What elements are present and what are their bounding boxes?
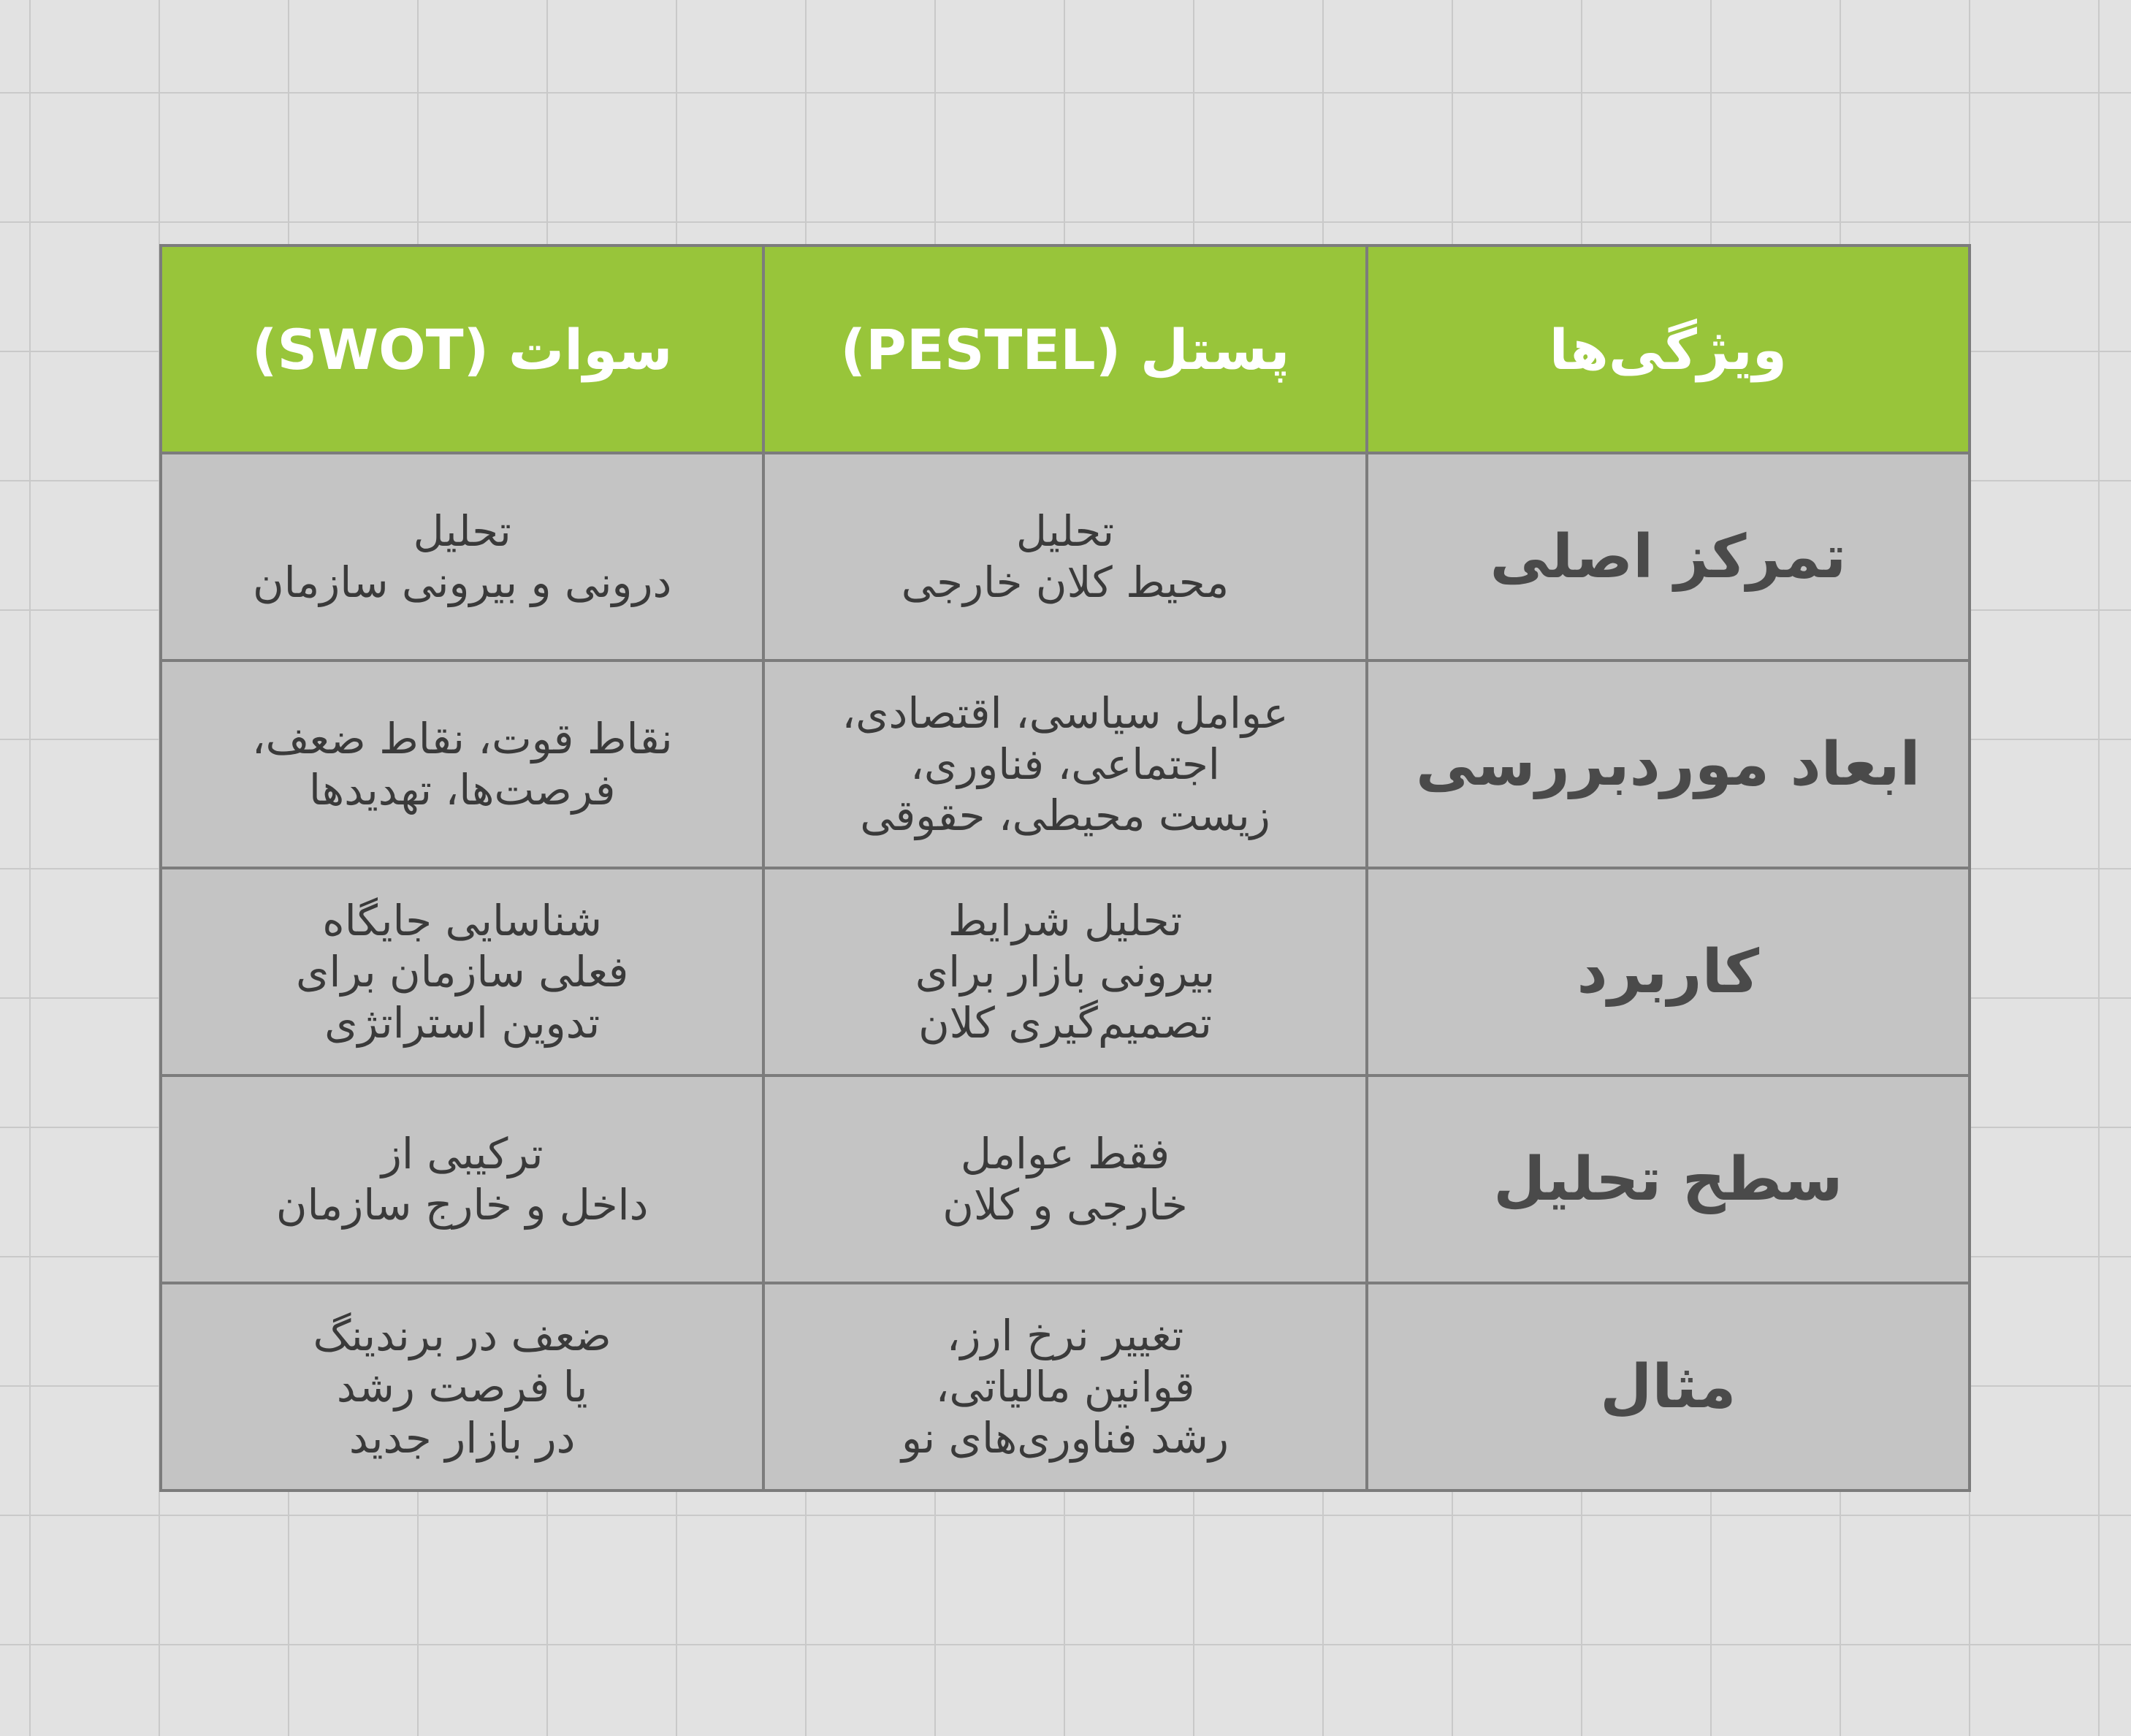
header-pestel: پستل (PESTEL) xyxy=(763,245,1366,453)
cell-line: محیط کلان خارجی xyxy=(901,557,1230,607)
cell-line: تحلیل xyxy=(1015,506,1115,556)
cell-line: تدوین استراتژی xyxy=(324,998,601,1048)
feature-cell: کاربرد xyxy=(1367,868,1970,1076)
header-row xyxy=(161,245,1970,453)
pestel-cell xyxy=(763,1283,1366,1491)
table-row xyxy=(161,1076,1970,1283)
pestel-cell xyxy=(763,1076,1366,1283)
cell-line: فقط عوامل xyxy=(960,1129,1170,1179)
cell-line: خارجی و کلان xyxy=(942,1180,1188,1230)
cell-line: قوانین مالیاتی، xyxy=(935,1362,1195,1412)
feature-cell: ابعاد موردبررسی xyxy=(1367,660,1970,868)
swot-cell xyxy=(161,1076,763,1283)
cell-line: فرصت‌ها، تهدیدها xyxy=(308,765,616,815)
cell-line: تحلیل xyxy=(413,506,511,556)
table-row xyxy=(161,1283,1970,1491)
cell-line: نقاط قوت، نقاط ضعف، xyxy=(251,714,673,764)
cell-line: ضعف در برندینگ xyxy=(313,1311,611,1360)
table-header xyxy=(161,245,1970,453)
swot-cell xyxy=(161,453,763,660)
feature-cell: سطح تحلیل xyxy=(1367,1076,1970,1283)
cell-line: شناسایی جایگاه xyxy=(322,896,603,945)
cell-line: داخل و خارج سازمان xyxy=(275,1180,649,1230)
header-swot: سوات (SWOT) xyxy=(161,245,763,453)
cell-line: اجتماعی، فناوری، xyxy=(910,739,1220,789)
table-row xyxy=(161,660,1970,868)
cell-line: تحلیل شرایط xyxy=(948,896,1183,945)
comparison-table xyxy=(159,244,1971,1492)
cell-line: یا فرصت رشد xyxy=(336,1362,588,1412)
header-features: ویژگی‌ها xyxy=(1367,245,1970,453)
cell-line: در بازار جدید xyxy=(348,1413,576,1463)
table-row xyxy=(161,868,1970,1076)
feature-cell: مثال xyxy=(1367,1283,1970,1491)
cell-line: تغییر نرخ ارز، xyxy=(946,1311,1184,1360)
cell-line: بیرونی بازار برای xyxy=(915,947,1216,997)
swot-cell xyxy=(161,660,763,868)
cell-line: تصمیم‌گیری کلان xyxy=(918,998,1212,1048)
pestel-cell xyxy=(763,660,1366,868)
cell-line: عوامل سیاسی، اقتصادی، xyxy=(842,688,1289,738)
pestel-cell xyxy=(763,868,1366,1076)
cell-line: زیست محیطی، حقوقی xyxy=(860,791,1270,840)
swot-cell xyxy=(161,1283,763,1491)
feature-cell: تمرکز اصلی xyxy=(1367,453,1970,660)
cell-line: فعلی سازمان برای xyxy=(295,947,629,997)
cell-line: درونی و بیرونی سازمان xyxy=(252,557,672,607)
cell-line: ترکیبی از xyxy=(381,1129,544,1179)
cell-line: رشد فناوری‌های نو xyxy=(901,1413,1229,1463)
swot-cell xyxy=(161,868,763,1076)
pestel-cell xyxy=(763,453,1366,660)
table-row xyxy=(161,453,1970,660)
table-body xyxy=(161,453,1970,1491)
